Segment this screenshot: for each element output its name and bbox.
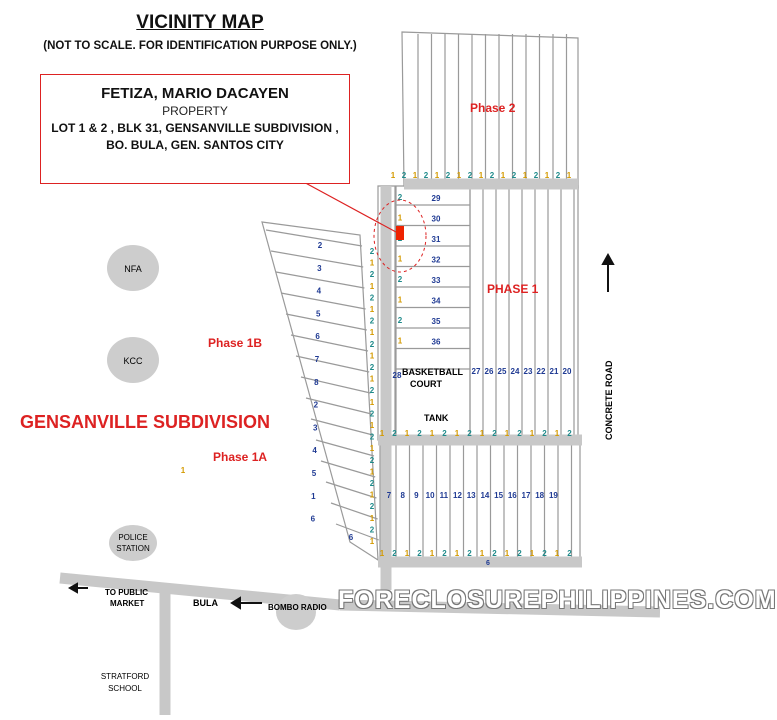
lot-number: 2 bbox=[397, 275, 403, 284]
block-number: 22 bbox=[536, 367, 546, 376]
lot-number: 2 bbox=[467, 171, 473, 180]
block-number: 27 bbox=[471, 367, 481, 376]
lot-number: 1 bbox=[566, 171, 572, 180]
lot-number: 1 bbox=[369, 537, 375, 546]
police-label-2: STATION bbox=[116, 544, 150, 553]
lot-number: 1 bbox=[454, 429, 460, 438]
block-number: 6 bbox=[348, 533, 354, 542]
lot-number: 1 bbox=[369, 444, 375, 454]
block-number: 7 bbox=[386, 491, 392, 500]
block-number: 26 bbox=[484, 367, 494, 376]
block-number: 4 bbox=[316, 286, 322, 296]
lot-number: 2 bbox=[542, 429, 547, 438]
lot-number: 2 bbox=[423, 171, 429, 180]
kcc-label: KCC bbox=[123, 356, 143, 366]
block-number: 12 bbox=[453, 491, 462, 500]
lot-number: 2 bbox=[369, 525, 375, 535]
block-number: 18 bbox=[535, 491, 545, 500]
lot-number: 1 bbox=[379, 549, 385, 558]
lot-number: 1 bbox=[369, 258, 375, 268]
lot-number: 1 bbox=[434, 171, 440, 180]
lot-number: 2 bbox=[369, 432, 375, 442]
block-number: 5 bbox=[315, 309, 321, 319]
property-info-box bbox=[40, 74, 350, 184]
police-label-1: POLICE bbox=[118, 533, 148, 542]
block-number-28: 28 bbox=[392, 371, 402, 380]
block-number: 1 bbox=[311, 491, 316, 501]
block-number: 8 bbox=[314, 377, 319, 387]
lot-number: 2 bbox=[567, 549, 572, 558]
map-labels bbox=[181, 194, 572, 567]
lot-number: 2 bbox=[369, 363, 375, 372]
lot-number: 1 bbox=[404, 429, 410, 438]
lot-number: 2 bbox=[533, 171, 539, 180]
lot-number: 2 bbox=[417, 429, 422, 438]
lot-number: 2 bbox=[369, 293, 375, 303]
police-landmark bbox=[109, 525, 157, 561]
lot-number: 1 bbox=[369, 467, 375, 477]
property-label: PROPERTY bbox=[162, 104, 228, 118]
lot-number: 1 bbox=[397, 254, 403, 264]
block-number: 5 bbox=[311, 469, 317, 478]
block-number: 2 bbox=[317, 241, 323, 250]
phase1b-label: Phase 1B bbox=[208, 336, 263, 350]
lot-number: 2 bbox=[369, 386, 375, 396]
phase1-label: PHASE 1 bbox=[487, 282, 539, 296]
block-number: 15 bbox=[494, 491, 504, 500]
map-title: VICINITY MAP bbox=[136, 12, 264, 33]
block-number: 7 bbox=[314, 355, 320, 364]
block-number: 34 bbox=[431, 296, 441, 306]
lot-number: 2 bbox=[492, 429, 497, 438]
lot-number: 1 bbox=[369, 421, 375, 430]
lot-number: 2 bbox=[369, 247, 375, 256]
lot-number: 2 bbox=[369, 316, 375, 326]
tank-label: TANK bbox=[424, 413, 449, 423]
lot-number: 2 bbox=[467, 549, 472, 558]
lot-number: 1 bbox=[404, 549, 410, 558]
lot-number: 2 bbox=[417, 549, 422, 558]
lot-number: 1 bbox=[369, 513, 375, 523]
lot-number: 1 bbox=[522, 171, 528, 180]
bombo-label: BOMBO RADIO bbox=[268, 603, 327, 612]
block-number: 6 bbox=[310, 514, 316, 524]
block-number: 25 bbox=[497, 367, 507, 376]
block-number: 14 bbox=[480, 491, 490, 500]
lot-number: 1 bbox=[554, 549, 560, 558]
lot-number: 2 bbox=[369, 339, 375, 349]
block-number: 29 bbox=[431, 194, 441, 203]
lot-description: LOT 1 & 2 , BLK 31, GENSANVILLE SUBDIVISION , bbox=[51, 121, 339, 135]
lot-number: 2 bbox=[555, 171, 561, 180]
block-number: 9 bbox=[414, 491, 419, 500]
lot-number: 1 bbox=[504, 429, 510, 438]
lot-number: 2 bbox=[517, 429, 522, 438]
lot-number: 1 bbox=[544, 171, 550, 180]
block-number: 6 bbox=[315, 332, 320, 342]
lot-number: 2 bbox=[467, 429, 472, 438]
lot-number: 1 bbox=[504, 549, 510, 558]
lot-number: 1 bbox=[369, 351, 375, 361]
market-label-2: MARKET bbox=[110, 599, 145, 608]
watermark: FORECLOSUREPHILIPPINES.COM bbox=[338, 586, 777, 614]
lot-number: 1 bbox=[369, 490, 375, 500]
lot-number: 1 bbox=[500, 171, 506, 180]
lot-number: 2 bbox=[397, 193, 403, 202]
block-number: 35 bbox=[431, 317, 441, 326]
owner-name: FETIZA, MARIO DACAYEN bbox=[101, 85, 289, 102]
lot-number: 1 bbox=[454, 549, 460, 558]
lot-number: 1 bbox=[369, 374, 375, 384]
concrete-road-label: CONCRETE ROAD bbox=[604, 360, 614, 440]
lot-number: 1 bbox=[369, 328, 375, 338]
block-number: 30 bbox=[431, 214, 441, 224]
lot-number: 2 bbox=[369, 409, 375, 419]
phase1a-label: Phase 1A bbox=[213, 450, 268, 464]
bombo-landmark bbox=[276, 594, 316, 630]
block-number: 4 bbox=[312, 446, 317, 456]
block-number: 21 bbox=[549, 367, 559, 376]
lot-number: 2 bbox=[492, 549, 497, 558]
lot-number: 2 bbox=[392, 549, 397, 558]
school-label-2: SCHOOL bbox=[108, 684, 142, 693]
lot-number: 1 bbox=[529, 429, 535, 438]
lot-number: 1 bbox=[456, 171, 462, 180]
lot-number: 1 bbox=[369, 281, 375, 291]
block-number: 33 bbox=[431, 276, 441, 285]
bula-label: BULA bbox=[193, 598, 218, 608]
lot-number: 2 bbox=[489, 171, 495, 180]
phase2-label: Phase 2 bbox=[470, 101, 516, 115]
block-number: 24 bbox=[510, 367, 520, 376]
nfa-label: NFA bbox=[124, 264, 142, 274]
lot-number: 1 bbox=[412, 171, 418, 180]
lot-number: 2 bbox=[567, 429, 572, 438]
block-number: 16 bbox=[507, 491, 517, 500]
lot-number: 1 bbox=[554, 429, 560, 438]
lot-number: 1 bbox=[397, 336, 403, 346]
market-label-1: TO PUBLIC bbox=[105, 588, 148, 597]
lot-number: 1 bbox=[369, 397, 375, 407]
block-number: 3 bbox=[317, 263, 322, 273]
lot-number: 2 bbox=[442, 549, 447, 558]
block-number: 13 bbox=[466, 491, 476, 500]
basketball-label-1: BASKETBALL bbox=[402, 367, 463, 377]
block-number-6: 6 bbox=[486, 560, 490, 567]
school-label-1: STRATFORD bbox=[100, 672, 150, 681]
lot-number: 2 bbox=[517, 549, 522, 558]
lot-number: 1 bbox=[369, 305, 375, 314]
block-number: 32 bbox=[431, 255, 441, 265]
lot-number: 2 bbox=[369, 479, 375, 488]
block-number: 11 bbox=[439, 491, 449, 500]
lot-number: 1 bbox=[429, 549, 435, 558]
lot-number: 2 bbox=[397, 316, 403, 325]
lot-number: 1 bbox=[478, 171, 484, 180]
lot-number: 2 bbox=[542, 549, 547, 558]
block-number: 23 bbox=[523, 367, 533, 376]
lot-number: 2 bbox=[369, 455, 375, 465]
block-number: 19 bbox=[548, 491, 558, 500]
block-number: 31 bbox=[431, 235, 441, 244]
block-number: 17 bbox=[521, 491, 531, 500]
lot-number: 1 bbox=[429, 429, 435, 438]
block-number: 2 bbox=[313, 400, 319, 410]
basketball-label-2: COURT bbox=[410, 379, 442, 389]
lot-number: 2 bbox=[442, 429, 447, 438]
lot-number: 2 bbox=[392, 429, 397, 438]
lot-number: 1 bbox=[397, 213, 403, 223]
block-number: 10 bbox=[425, 491, 435, 500]
block-number: 3 bbox=[312, 423, 318, 433]
lot-number: 2 bbox=[511, 171, 517, 180]
lot-number: 1 bbox=[379, 429, 385, 438]
property-marker bbox=[396, 226, 404, 240]
lot-number: 2 bbox=[445, 171, 451, 180]
lot-number: 1 bbox=[390, 171, 396, 180]
lot-number: 1 bbox=[479, 429, 485, 438]
lot-number: 1 bbox=[397, 295, 403, 305]
block-number: 8 bbox=[400, 491, 405, 500]
lot-number: 2 bbox=[401, 171, 407, 180]
map-subtitle: (NOT TO SCALE. FOR IDENTIFICATION PURPOSE ONLY.) bbox=[43, 40, 357, 52]
lot-number: 2 bbox=[369, 502, 375, 512]
lot-number: 1 bbox=[180, 466, 186, 475]
lot-number: 1 bbox=[479, 549, 485, 558]
lot-number: 2 bbox=[369, 270, 375, 280]
lot-number: 1 bbox=[529, 549, 535, 558]
property-address: BO. BULA, GEN. SANTOS CITY bbox=[106, 138, 284, 152]
block-number: 20 bbox=[562, 367, 572, 376]
subdivision-label: GENSANVILLE SUBDIVISION bbox=[20, 412, 271, 432]
block-number: 36 bbox=[431, 337, 441, 347]
